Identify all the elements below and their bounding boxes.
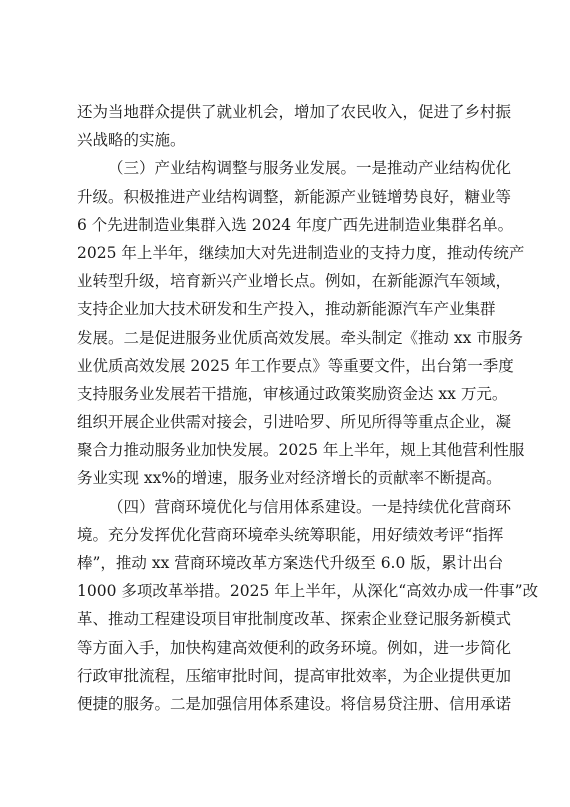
text-line: 支持企业加大技术研发和生产投入，推动新能源汽车产业集群 [77, 300, 496, 319]
text-line: 行政审批流程，压缩审批时间，提高审批效率，为企业提供更加 [77, 666, 512, 685]
text-line: 境。充分发挥优化营商环境牵头统筹职能，用好绩效考评“指挥 [77, 525, 504, 544]
text-line: 兴战略的实施。 [77, 131, 186, 150]
text-line: 棒”，推动 xx 营商环境改革方案迭代升级至 6.0 版，累计出台 [77, 554, 504, 572]
text-line: 发展。二是促进服务业优质高效发展。牵头制定《推动 xx 市服务 [77, 328, 523, 347]
text-line: 支持服务业发展若干措施，审核通过政策奖励资金达 xx 万元。 [77, 384, 508, 403]
text-line: 业优质高效发展 2025 年工作要点》等重要文件，出台第一季度 [77, 356, 514, 375]
text-line: 等方面入手，加快构建高效便利的政务环境。例如，进一步简化 [77, 638, 512, 657]
text-line: （四）营商环境优化与信用体系建设。一是持续优化营商环 [108, 497, 512, 516]
text-line: 升级。积极推进产业结构调整，新能源产业链增势良好，糖业等 [77, 187, 512, 206]
text-line: 业转型升级，培育新兴产业增长点。例如，在新能源汽车领域， [77, 272, 512, 291]
document-body [77, 98, 539, 718]
text-line: 1000 多项改革举措。2025 年上半年，从深化“高效办成一件事”改 [77, 582, 539, 601]
text-line: 便捷的服务。二是加强信用体系建设。将信易贷注册、信用承诺 [77, 694, 512, 713]
text-line: 务业实现 xx%的增速，服务业对经济增长的贡献率不断提高。 [77, 469, 502, 488]
text-line: 还为当地群众提供了就业机会，增加了农民收入，促进了乡村振 [77, 103, 512, 121]
text-line: 聚合力推动服务业加快发展。2025 年上半年，规上其他营利性服 [77, 441, 525, 460]
text-line: （三）产业结构调整与服务业发展。一是推动产业结构优化 [108, 159, 512, 178]
text-line: 组织开展企业供需对接会，引进哈罗、所见所得等重点企业，凝 [77, 413, 512, 432]
text-line: 6 个先进制造业集群入选 2024 年度广西先进制造业集群名单。 [77, 215, 514, 234]
text-line: 革、推动工程建设项目审批制度改革、探索企业登记服务新模式 [77, 610, 512, 629]
text-line: 2025 年上半年，继续加大对先进制造业的支持力度，推动传统产 [77, 243, 525, 262]
